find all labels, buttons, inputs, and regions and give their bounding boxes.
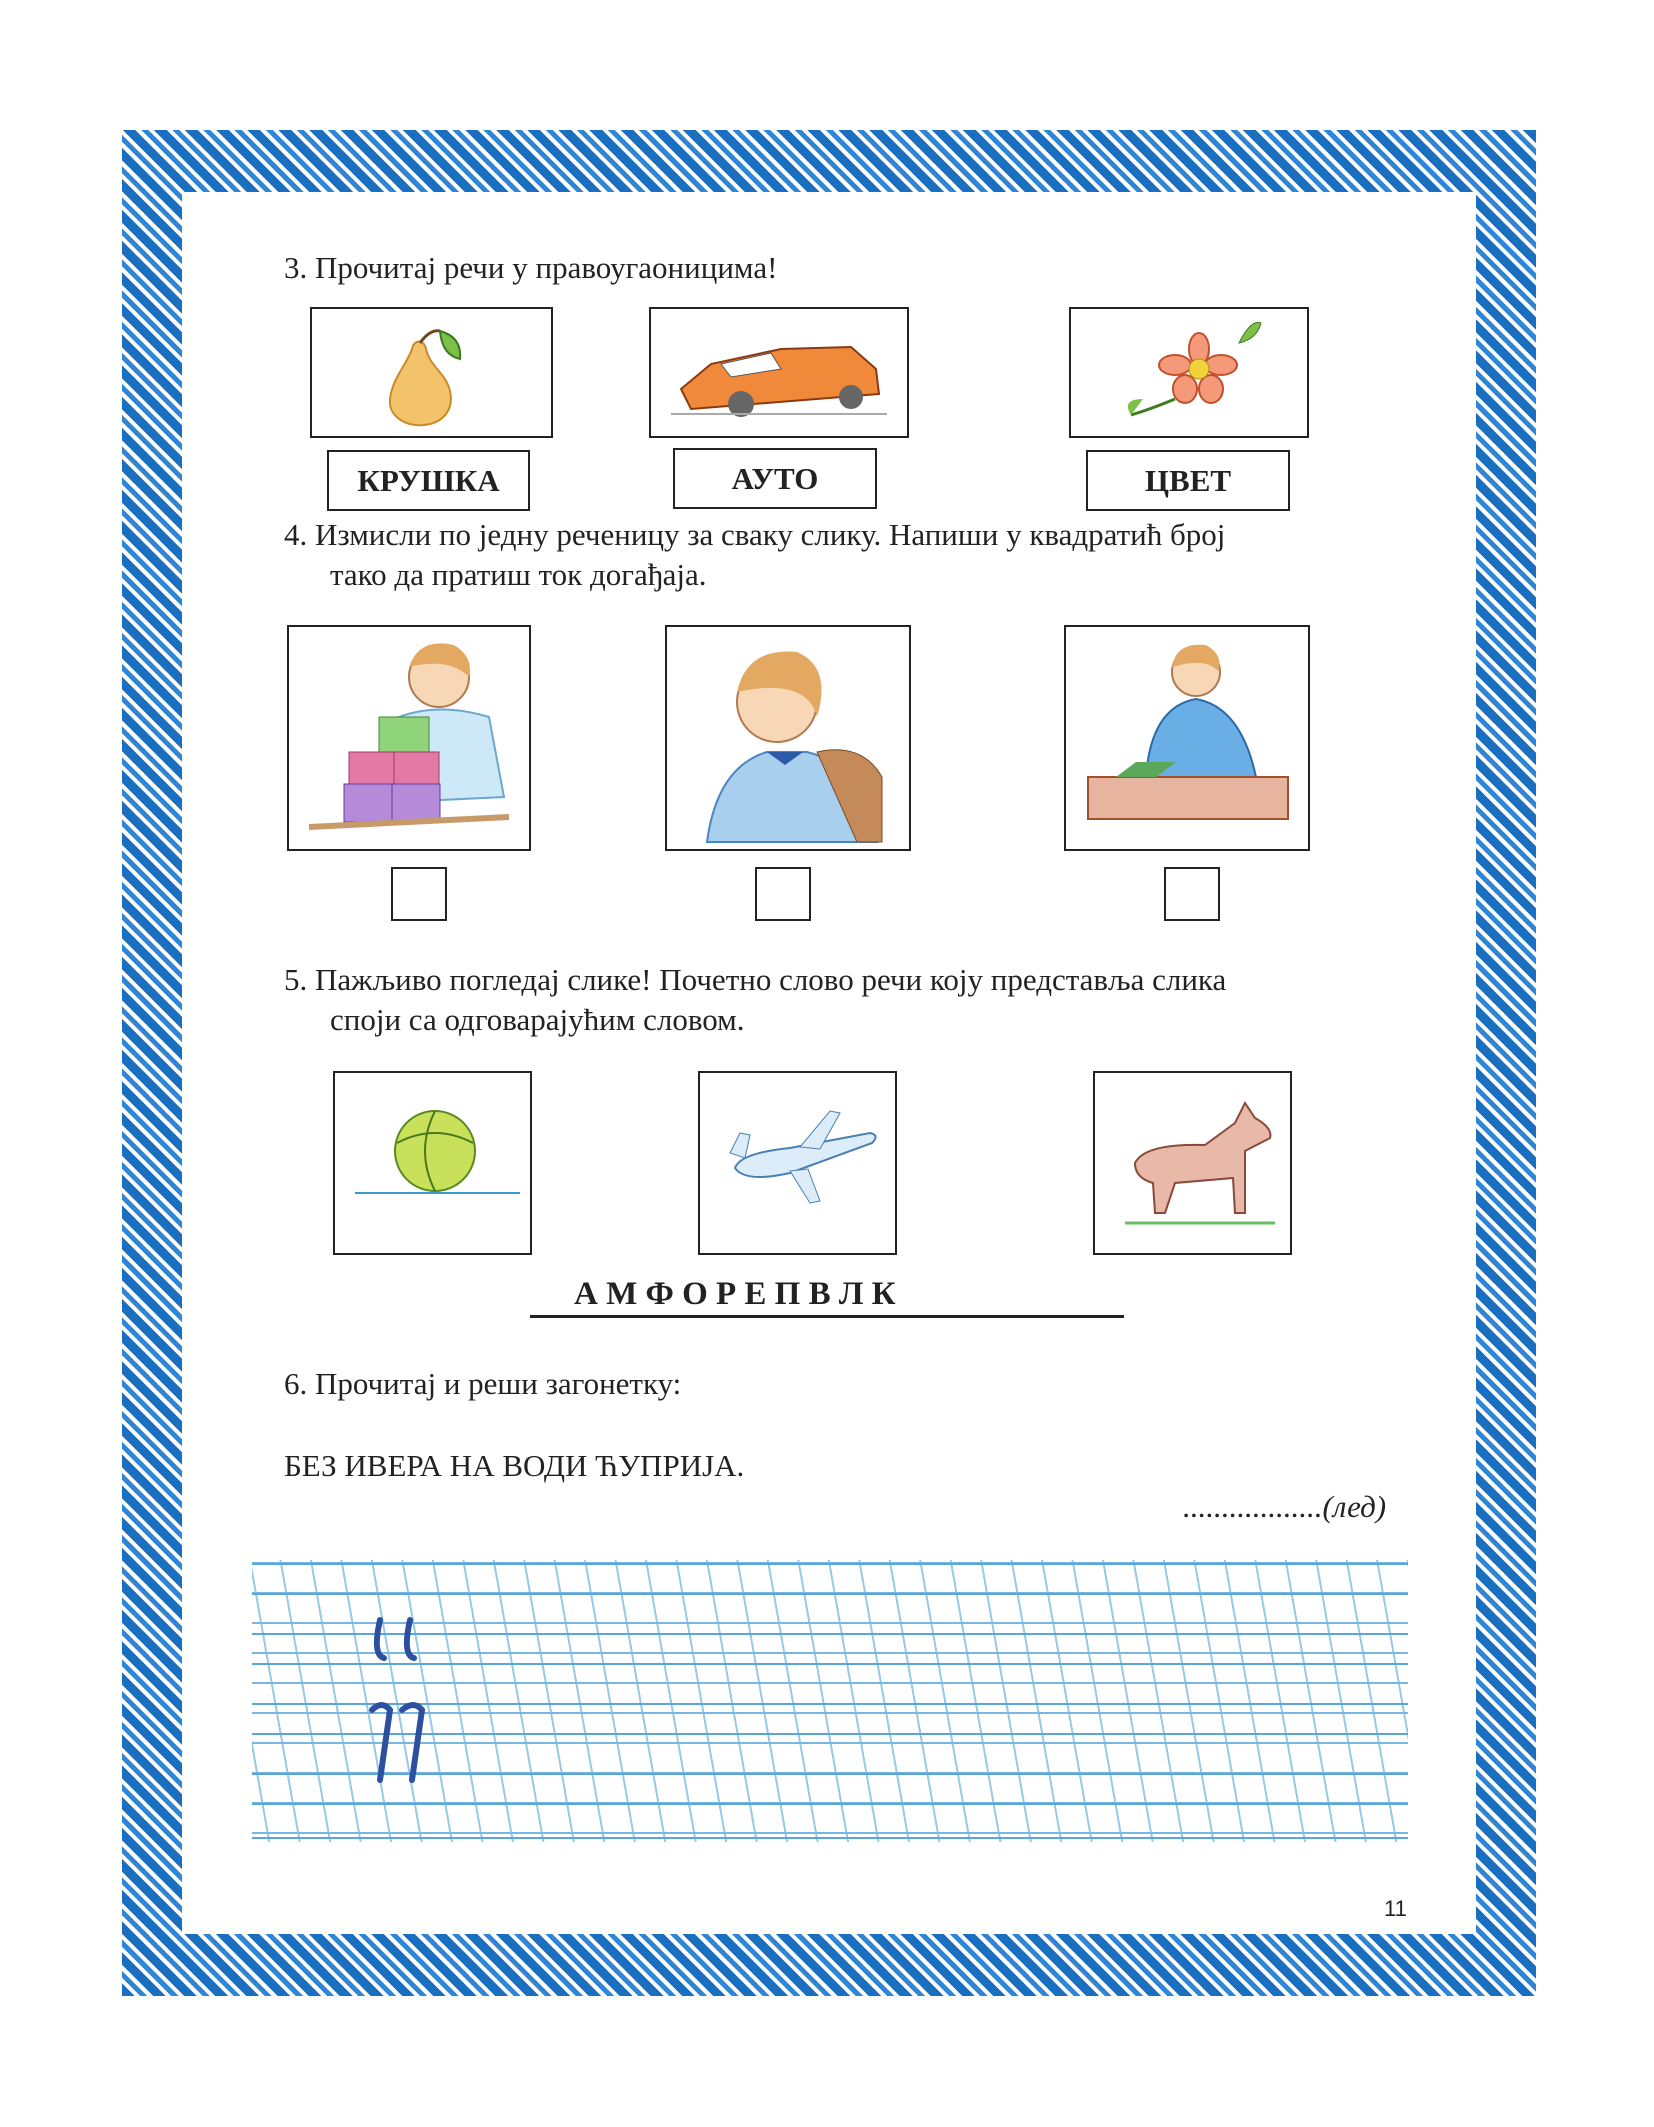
word-box-krushka: КРУШКА [327, 450, 530, 511]
airplane-picture [698, 1071, 897, 1255]
pear-picture [310, 307, 553, 438]
handwritten-letters [372, 1620, 422, 1780]
car-picture [649, 307, 909, 438]
task4-line2: тако да пратиш ток догађаја. [330, 557, 707, 592]
task3-title: 3. Прочитај речи у правоугаоницима! [284, 250, 778, 285]
word-box-auto: АУТО [673, 448, 877, 509]
boy-desk-picture [1064, 625, 1310, 851]
task4-line1: 4. Измисли по једну реченицу за сваку слику. Напиши у квадратић број [284, 517, 1226, 552]
order-box-1[interactable] [391, 867, 447, 921]
handwriting-grid-rules [252, 1560, 1408, 1842]
order-box-2[interactable] [755, 867, 811, 921]
page-number: 11 [1384, 1896, 1407, 1921]
flower-picture [1069, 307, 1309, 438]
letters-line [530, 1276, 1124, 1318]
dog-picture [1093, 1071, 1292, 1255]
task6-title: 6. Прочитај и реши загонетку: [284, 1366, 682, 1401]
boy-blocks-picture [287, 625, 531, 851]
task5-line2: споји са одговарајућим словом. [330, 1002, 745, 1037]
task5-line1: 5. Пажљиво погледај слике! Почетно слово речи коју представља слика [284, 962, 1227, 997]
word-box-cvet: ЦВЕТ [1086, 450, 1290, 511]
ball-picture [333, 1071, 532, 1255]
order-box-3[interactable] [1164, 867, 1220, 921]
letters-sequence: А М Ф О Р Е П В Л К [574, 1276, 896, 1312]
riddle-text: БЕЗ ИВЕРА НА ВОДИ ЋУПРИЈА. [284, 1448, 745, 1483]
riddle-answer: ..................(лед) [1183, 1489, 1387, 1524]
boy-backpack-picture [665, 625, 911, 851]
